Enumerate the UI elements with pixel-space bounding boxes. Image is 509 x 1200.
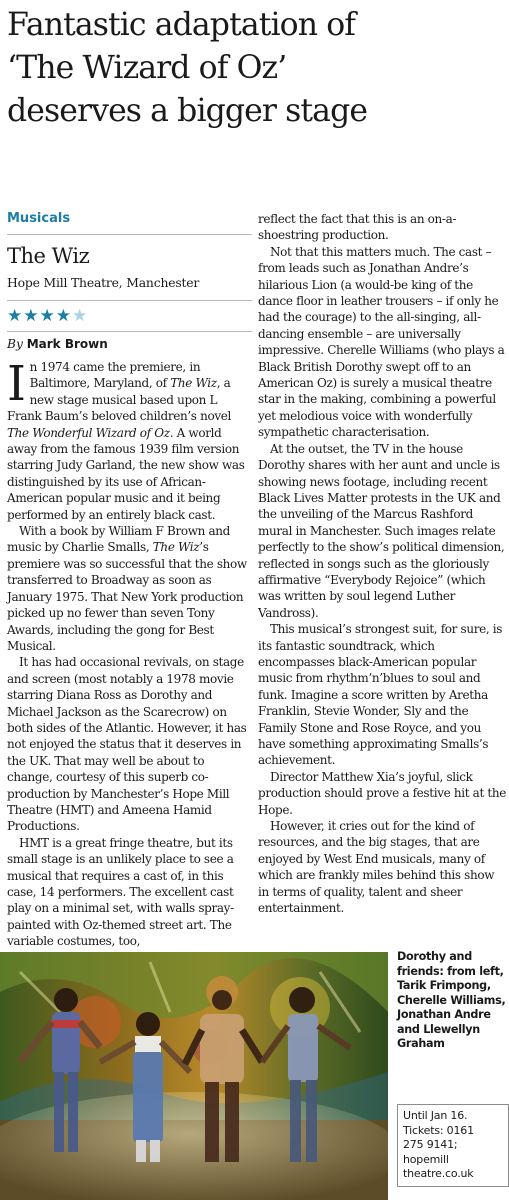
info-phone: 275 9141;	[403, 1138, 458, 1151]
headline-line-2: ‘The Wizard of Oz’	[7, 50, 287, 86]
paragraph-1-text-a: n 1974 came the premiere, in Baltimore, Maryland, of	[29, 360, 201, 391]
right-column	[258, 211, 507, 916]
show-title: The Wiz	[7, 244, 90, 268]
drop-cap: I	[7, 356, 26, 412]
byline	[7, 336, 252, 353]
star-icon-5: ★	[72, 306, 89, 326]
paragraph-1-title-b: The Wonderful Wizard of Oz	[7, 425, 170, 440]
headline-line-3: deserves a bigger stage	[7, 93, 368, 129]
section-label: Musicals	[7, 210, 252, 235]
paragraph-2	[7, 523, 252, 654]
paragraph-7: At the outset, the TV in the house Dorothy shares with her aunt and uncle is showing news footage, including recent Black Lives Matter protests in the UK and the unveiling of the Marcus Rashford mural in Manchester. Such images relate perfectly to the show’s political dimension, reflected in songs such as the gloriously affirmative “Everybody Rejoice” (which was written by soul legend Luther Vandross).	[258, 441, 505, 620]
paragraph-1-text-c: . A world away from the famous 1939 film version starring Judy Garland, the new show was distinguished by its use of African-American popular music and it being performed by an entirely black cast.	[7, 425, 245, 522]
article-body-right	[258, 211, 507, 916]
headline	[7, 4, 507, 133]
paragraph-1-title-a: The Wiz	[170, 376, 217, 391]
headline-line-1: Fantastic adaptation of	[7, 7, 356, 43]
paragraph-5: reflect the fact that this is an on-a-shoestring production.	[258, 212, 457, 243]
production-photo	[0, 952, 388, 1200]
paragraph-9: Director Matthew Xia’s joyful, slick production should prove a festive hit at the Hope.	[258, 769, 506, 817]
photo-caption: Dorothy and friends: from left, Tarik Frimpong, Cherelle Williams, Jonathan Andre and Llewellyn Graham	[397, 950, 506, 1050]
paragraph-2-text-a: With a book by William F Brown and music by Charlie Smalls,	[7, 524, 231, 555]
stage-illustration	[0, 952, 388, 1200]
info-dates: Until Jan 16.	[403, 1109, 468, 1122]
article-body-left	[7, 356, 252, 950]
venue: Hope Mill Theatre, Manchester	[7, 274, 252, 301]
paragraph-3: It has had occasional revivals, on stage and screen (most notably a 1978 movie starring Diana Ross as Dorothy and Michael Jackson as the Scarecrow) on both sides of the Atlantic. However, it has not enjoyed the status that it deserves in the UK. That may well be about to change, courtesy of this superb co-production by Manchester’s Hope Mill Theatre (HMT) and Ameena Hamid Productions.	[7, 655, 247, 834]
star-icon-4: ★	[55, 306, 72, 326]
paragraph-6: Not that this matters much. The cast – from leads such as Jonathan Andre’s hilarious Lion (a would-be king of the dance floor in leather trousers – if only he had the courage) to the all-singing, all-dancing ensemble – are universally impressive. Cherelle Williams (who plays a Black British Dorothy swept off to an American Oz) is surely a musical theatre star in the making, combining a powerful yet melodious voice with wonderfully sympathetic characterisation.	[258, 244, 505, 440]
paragraph-2-text-b: ’s premiere was so successful that the show transferred to Broadway as soon as January 1975. That New York production picked up no fewer than seven Tony Awards, including the gong for Best Musical.	[7, 540, 247, 653]
info-web-2: theatre.co.uk	[403, 1167, 474, 1180]
star-icon-3: ★	[39, 306, 56, 326]
ticket-info-box	[397, 1104, 509, 1187]
info-web-1: hopemill	[403, 1152, 449, 1166]
byline-prefix: By	[7, 337, 23, 351]
paragraph-2-title: The Wiz	[152, 540, 200, 555]
star-rating	[7, 305, 252, 332]
star-icon-2: ★	[23, 306, 40, 326]
byline-author: Mark Brown	[26, 337, 108, 351]
paragraph-1	[7, 356, 252, 523]
left-column	[7, 210, 252, 950]
info-tickets: Tickets: 0161	[403, 1123, 474, 1137]
paragraph-8: This musical’s strongest suit, for sure, is its fantastic soundtrack, which encompasses black-American popular music from rhythm’n’blues to soul and funk. Imagine a score written by Aretha Franklin, Stevie Wonder, Sly and the Family Stone and Rose Royce, and you have something approximating Smalls’s achievement.	[258, 622, 503, 768]
paragraph-1-text-b: , a new stage musical based upon L Frank Baum’s beloved children’s novel	[7, 376, 232, 424]
star-icon-1: ★	[7, 306, 24, 326]
paragraph-4: HMT is a great fringe theatre, but its small stage is an unlikely place to see a musical that requires a cast of, in this case, 14 performers. The excellent cast play on a minimal set, with walls spray-painted with Oz-themed street art. The variable costumes, too,	[7, 835, 234, 949]
paragraph-10: However, it cries out for the kind of resources, and the big stages, that are enjoyed by West End musicals, many of which are frankly miles behind this show in terms of quality, talent and sheer entertainment.	[258, 819, 495, 916]
